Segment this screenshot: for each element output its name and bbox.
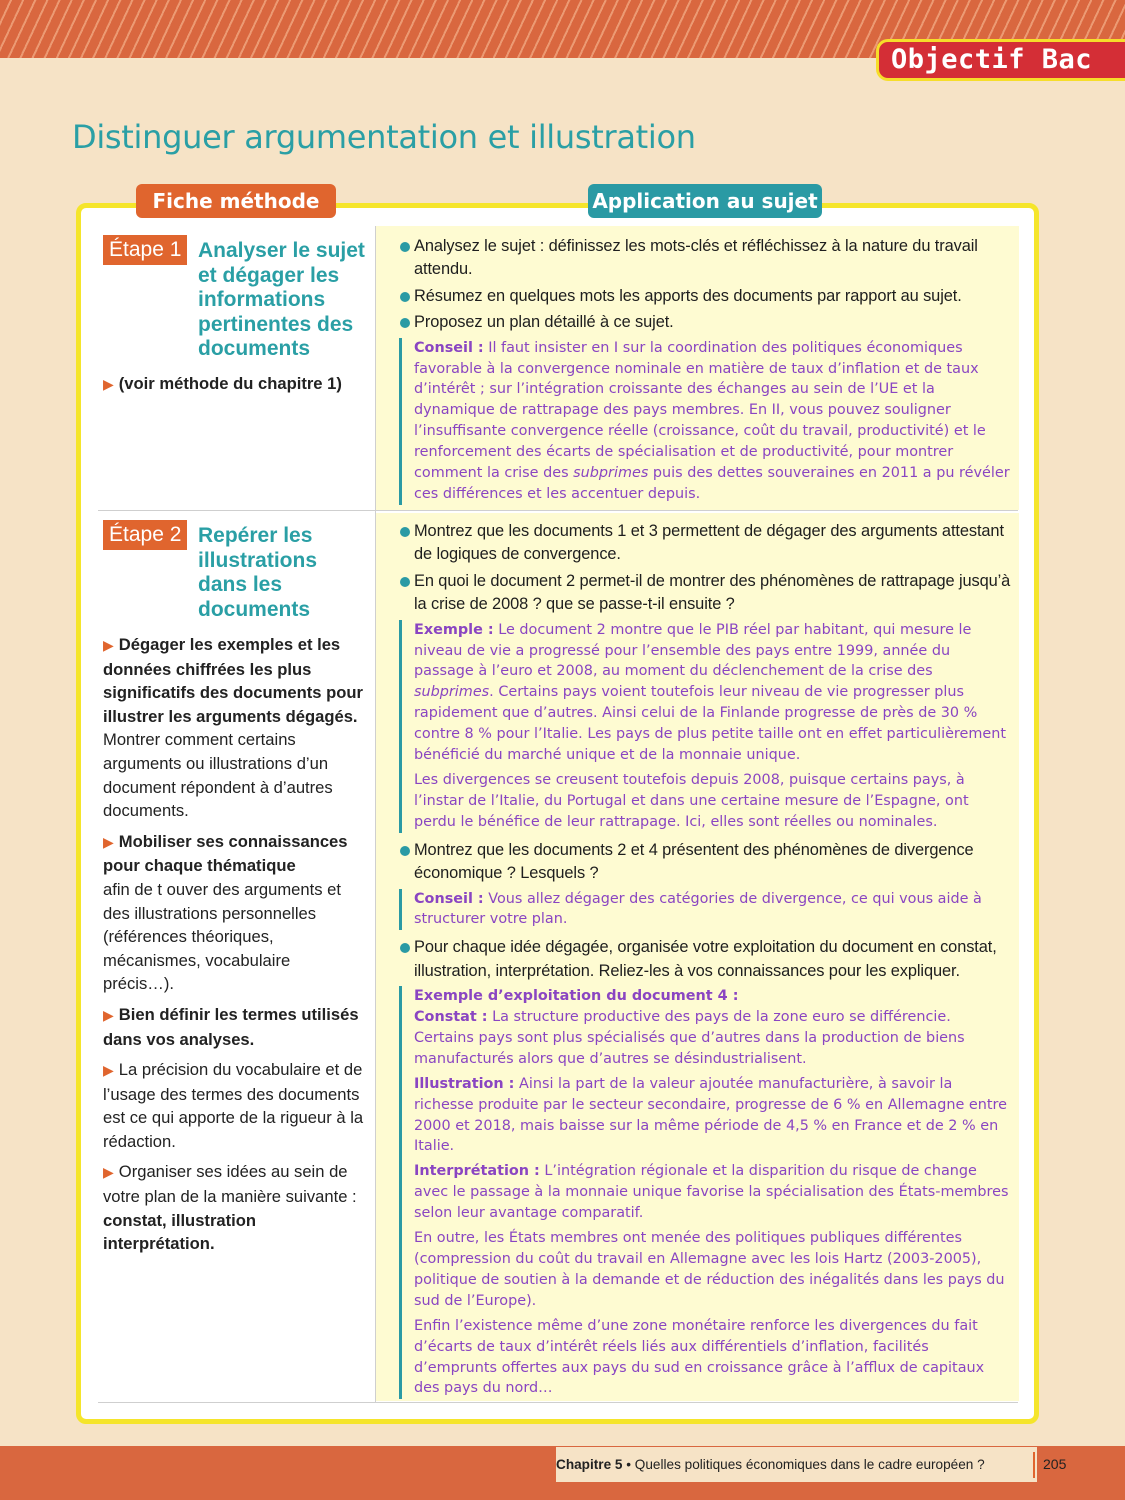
conseil-note: Conseil : Il faut insister en I sur la coordination des politiques économiques favorable à la convergence nominale en matière de taux d’inflation et de taux d’intérêt ; sur l’intégration croissante des échanges au sein de l’UE et la dynamique de rattrapage des pays membres. En II, vous pouvez souligner l’insuffisante convergence réelle (croissance, coût du travail, productivité) et le renforcement des écarts de spécialisation et de productivité, pour montrer comment la crise des subprimes puis des dettes souveraines en 2011 a pu révéler ces différences et les accentuer depuis. <box>399 338 1014 505</box>
bullet-dot-icon <box>400 943 410 953</box>
method-item: ▶ Bien définir les termes utilisés dans vos analyses. <box>103 1004 359 1049</box>
triangle-bullet-icon: ▶ <box>103 637 114 653</box>
triangle-bullet-icon: ▶ <box>103 1006 114 1023</box>
bullet-dot-icon <box>400 242 410 252</box>
question: En quoi le document 2 permet-il de montrer des phénomènes de rattrapage jusqu’à la crise de 2008 ? que se passe-t-il ensuite ? <box>399 570 1014 617</box>
question: Montrez que les documents 1 et 3 permettent de dégager des arguments attestant de logiques de convergence. <box>399 520 1014 567</box>
question: Pour chaque idée dégagée, organisée votre exploitation du document en constat, illustration, interprétation. Reliez-les à vos connaissances pour les expliquer. <box>399 936 1014 983</box>
triangle-bullet-icon: ▶ <box>103 833 114 850</box>
method-item: ▶ Mobiliser ses connaissances pour chaque thématique afin de t ouver des arguments et des illustrations personnelles (références théoriques, mécanismes, vocabulaire précis…). <box>103 831 348 994</box>
bullet-dot-icon <box>400 577 410 587</box>
question: Proposez un plan détaillé à ce sujet. <box>399 311 1014 334</box>
triangle-bullet-icon: ▶ <box>103 1164 114 1181</box>
etape-2-title: Repérer les illustrations dans les documents <box>198 524 318 621</box>
bullet-dot-icon <box>400 846 410 856</box>
etape-1-badge: Étape 1 <box>103 235 187 265</box>
etape-1-application <box>399 235 1014 511</box>
footer-chapter: Chapitre 5 • Quelles politiques économiques dans le cadre européen ? <box>556 1447 1037 1482</box>
method-item: ▶ La précision du vocabulaire et de l’usage des termes des documents est ce qui apporte de la rigueur à la rédaction. <box>103 1060 364 1151</box>
exploitation-note: Exemple d’exploitation du document 4 : Constat : La structure productive des pays de la zone euro se différencie. Certains pays sont plus spécialisés que d’autres dans la production de biens manufacturés alors que d’autres se désindustrialisent. Illustration : Ainsi la part de la valeur ajoutée manufacturière, à savoir la richesse produite par le secteur secondaire, progresse de 6 % en Allemagne entre 2000 et 2018, mais baisse sur la même période de 4,5 % en France et de 2 % en Italie. Interprétation : L’intégration régionale et la disparition du risque de change avec le passage à la monnaie unique favorise la spécialisation des États-membres selon leur avantage comparatif. En outre, les États membres ont menée des politiques publiques différentes (compression du coût du travail en Allemagne avec les lois Hartz (2003-2005), politique de soutien à la demande et de réduction des inégalités dans les pays du sud de l’Europe). Enfin l’existence même d’une zone monétaire renforce les divergences du fait d’écarts de taux d’intérêt réels liés aux différentiels d’inflation, facilités d’emprunts offertes aux pays du sud en croissance grâce à l’afflux de capitaux des pays du nord… <box>399 986 1014 1399</box>
etape-2-method <box>103 633 365 1263</box>
tab-fiche-methode: Fiche méthode <box>136 184 336 218</box>
question: Analysez le sujet : définissez les mots-clés et réfléchissez à la nature du travail attendu. <box>399 235 1014 282</box>
method-item: ▶ Dégager les exemples et les données chiffrées les plus significatifs des documents pour illustrer les arguments dégagés. Montrer comment certains arguments ou illustrations d’un document répondent à d’autres documents. <box>103 635 364 821</box>
triangle-bullet-icon: ▶ <box>103 376 114 392</box>
conseil-note: Conseil : Vous allez dégager des catégories de divergence, ce qui vous aide à structurer votre plan. <box>399 889 1014 931</box>
bullet-dot-icon <box>400 292 410 302</box>
etape-2-badge: Étape 2 <box>103 520 187 550</box>
bullet-dot-icon <box>400 527 410 537</box>
page-title: Distinguer argumentation et illustration <box>72 118 696 156</box>
etape-1-title: Analyser le sujet et dégager les informations pertinentes des documents <box>198 239 365 361</box>
objectif-bac-badge: Objectif Bac <box>876 39 1125 81</box>
question: Résumez en quelques mots les apports des documents par rapport au sujet. <box>399 285 1014 308</box>
etape-2-application <box>399 520 1014 1405</box>
question: Montrez que les documents 2 et 4 présentent des phénomènes de divergence économique ? Lesquels ? <box>399 839 1014 886</box>
page-number: 205 <box>1043 1456 1067 1472</box>
method-reference: ▶ (voir méthode du chapitre 1) <box>103 374 342 393</box>
bullet-dot-icon <box>400 318 410 328</box>
method-item: ▶ Organiser ses idées au sein de votre plan de la manière suivante : constat, illustration interprétation. <box>103 1162 357 1254</box>
exemple-note: Exemple : Le document 2 montre que le PIB réel par habitant, qui mesure le niveau de vie a progressé pour l’ensemble des pays entre 1999, année du passage à l’euro et 2008, au moment du déclenchement de la crise des subprimes. Certains pays voient toutefois leur niveau de vie progresser plus rapidement que d’autres. Ainsi celui de la Finlande progresse de près de 30 % contre 8 % pour l’Italie. Les pays de plus petite taille ont en effet particulièrement bénéficié du marché unique et de la monnaie unique. Les divergences se creusent toutefois depuis 2008, puisque certains pays, à l’instar de l’Italie, du Portugal et dans une certaine mesure de l’Espagne, ont perdu le bénéfice de leur rattrapage. Ici, elles sont réelles ou nominales. <box>399 620 1014 833</box>
footer-divider <box>1033 1452 1035 1478</box>
tab-application-sujet: Application au sujet <box>588 184 822 218</box>
triangle-bullet-icon: ▶ <box>103 1062 114 1079</box>
column-divider <box>375 226 376 1402</box>
etape-1-method <box>103 372 365 404</box>
